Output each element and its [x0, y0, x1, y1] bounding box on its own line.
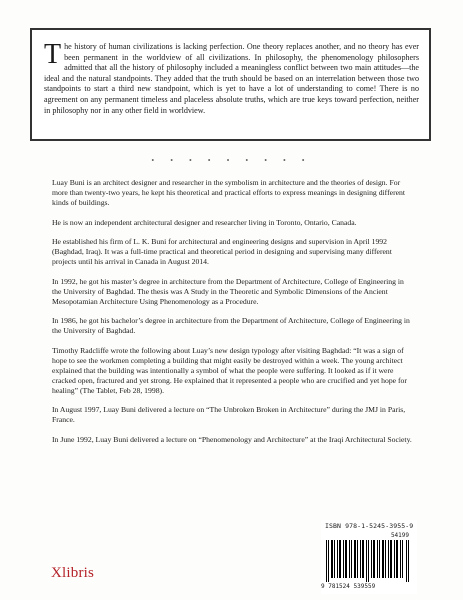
bio-paragraph: Luay Buni is an architect designer and researcher in the symbolism in architecture and the theories of design. For more than twenty-two years, he kept his theoretical and practical efforts to express meanings in designing different kinds of buildings. — [52, 178, 406, 207]
bio-paragraph: He is now an independent architectural designer and researcher living in Toronto, Ontario, Canada. — [52, 217, 357, 227]
bio-paragraph: In 1992, he got his master’s degree in architecture from the Department of Architecture, College of Engineering in the University of Baghdad. The thesis was A Study in the Theoretic and Symbolic Dimensions of the Ancient Mesopotamian Architecture Using Phenomenology as a Procedure. — [52, 276, 404, 306]
author-bio — [52, 178, 412, 454]
intro-text: he history of human civilizations is lacking perfection. One theory replaces another, and no theory has ever been permanent in the worldview of all civilizations. In philosophy, the phenomenology philosophers admitted that all the history of philosophy included a meaningless conflict between two main attitudes—the ideal and the natural standpoints. They added that the truth should be based on an interrelation between those two standpoints to start a third new standpoint, which is yet to have a lot of understanding to come! There is no agreement on any permanent timeless and placeless absolute truths, which are true keys toward perfection, neither in philosophy nor in any other field in worldview. — [44, 42, 419, 115]
drop-cap: T — [44, 39, 62, 70]
intro-paragraph — [44, 39, 419, 116]
intro-box — [30, 28, 431, 141]
isbn-barcode — [321, 520, 417, 594]
bio-paragraph: In August 1997, Luay Buni delivered a lecture on “The Unbroken Broken in Architecture” during the JMJ in Paris, France. — [52, 405, 406, 424]
bio-paragraph: In 1986, he got his bachelor’s degree in architecture from the Department of Architecture, College of Engineering in the University of Baghdad. — [52, 316, 410, 335]
bio-paragraph: Timothy Radcliffe wrote the following about Luay’s new design typology after visiting Baghdad: “It was a sign of hope to see the workmen completing a building that might easily be destroyed within a week. The young architect explained that the building was intentionally a symbol of what the people were suffering. It looked as if it were cracked open, fractured and yet strong. He explained that it represented a people who are crucified and yet hope for healing” (The Tablet, Feb 28, 1998). — [52, 345, 407, 395]
ornamental-divider: • • • • • • • • • — [151, 156, 312, 165]
barcode-number: 9 781524 539559 — [321, 583, 376, 590]
isbn-text: ISBN 978-1-5245-3955-9 — [325, 522, 414, 530]
barcode-bars — [324, 540, 414, 582]
bio-paragraph: In June 1992, Luay Buni delivered a lecture on “Phenomenology and Architecture” at the Iraqi Architectural Society. — [52, 434, 412, 444]
price-code: 54199 — [390, 532, 409, 539]
publisher-logo: Xlibris — [51, 565, 95, 581]
bio-paragraph: He established his firm of L. K. Buni for architectural and engineering designs and supervision in April 1992 (Baghdad, Iraq). It was a full-time practical and theoretical period in designing and supervising many different projects until his arrival in Canada in August 2014. — [52, 237, 392, 266]
